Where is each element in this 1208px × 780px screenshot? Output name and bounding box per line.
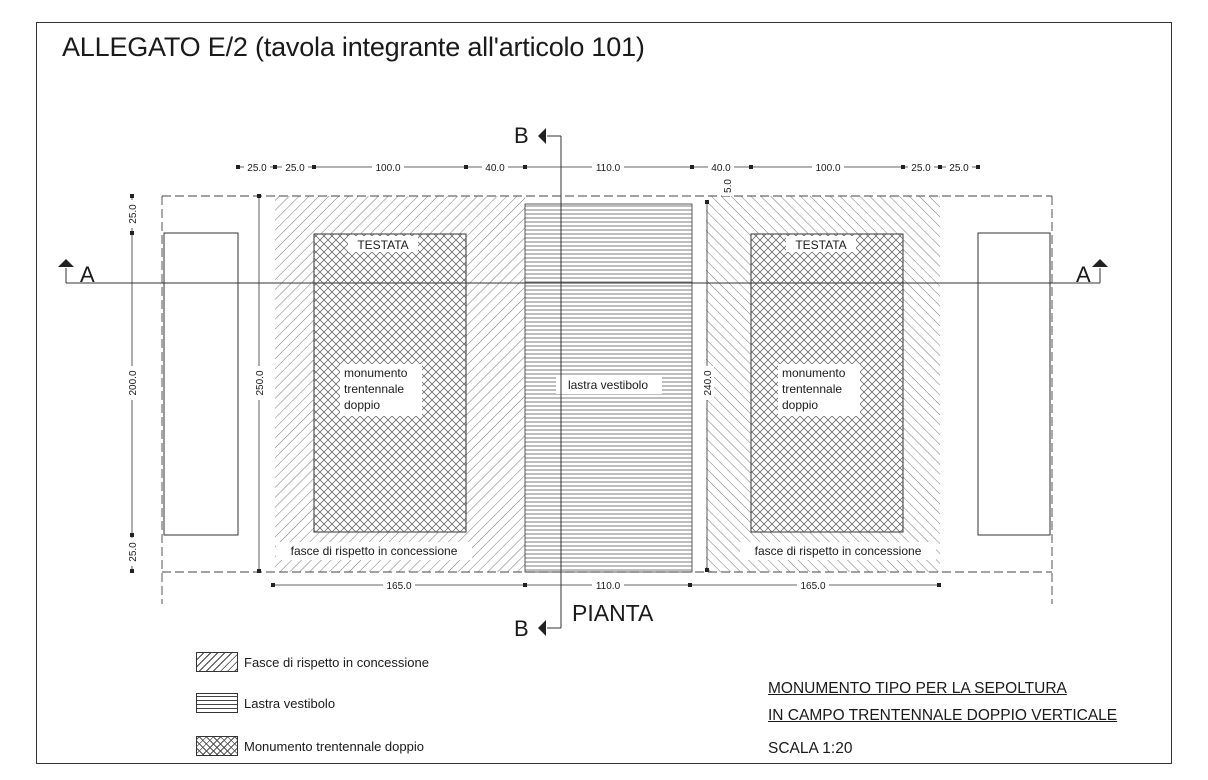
section-mark-b-bottom: B: [514, 616, 529, 641]
scale-label: SCALA 1:20: [768, 740, 853, 757]
arrow-b-top-icon: [538, 128, 546, 144]
monument-left-line-1: monumento: [344, 366, 408, 380]
arrow-a-right-icon: [1092, 259, 1108, 267]
height-dim-left: 250.0: [255, 370, 266, 396]
bottom-dim-3: 165.0: [800, 581, 826, 592]
monument-left-line-3: doppio: [344, 398, 381, 412]
top-dim-3: 100.0: [375, 163, 401, 174]
testata-left-label: TESTATA: [357, 238, 409, 252]
monument-right-line-1: monumento: [782, 366, 846, 380]
legend-item-bands: [196, 651, 429, 673]
band-left-label: fasce di rispetto in concessione: [290, 544, 458, 558]
height-dim-right: 240.0: [703, 370, 714, 396]
top-dim-4: 40.0: [485, 163, 505, 174]
left-dim-1: 25.0: [128, 204, 139, 224]
top-dim-7: 100.0: [815, 163, 841, 174]
top-dim-5: 110.0: [595, 163, 621, 174]
legend-label-vestibule: Lastra vestibolo: [244, 695, 336, 711]
caption-line-1: MONUMENTO TIPO PER LA SEPOLTURA: [768, 680, 1067, 697]
top-dim-6: 40.0: [711, 163, 731, 174]
arrow-b-bottom-icon: [538, 620, 546, 636]
section-mark-a-right: A: [1076, 262, 1091, 287]
legend-swatch-crosshatch: [196, 736, 238, 756]
legend-label-bands: Fasce di rispetto in concessione: [244, 654, 429, 670]
small-dim: 5.0: [723, 179, 734, 193]
arrow-a-left-icon: [58, 259, 74, 267]
bottom-dim-2: 110.0: [595, 581, 621, 592]
legend-item-monument: [196, 735, 424, 757]
plan-label: PIANTA: [572, 600, 654, 626]
legend-swatch-horizontal: [196, 693, 238, 713]
band-right-label: fasce di rispetto in concessione: [754, 544, 922, 558]
left-side-rectangle: [164, 233, 238, 535]
drawing-title: ALLEGATO E/2 (tavola integrante all'articolo 101): [62, 32, 645, 62]
left-dim-2: 200.0: [128, 370, 139, 396]
right-side-rectangle: [978, 233, 1050, 535]
legend-item-vestibule: [196, 692, 335, 714]
section-mark-a-left: A: [80, 262, 95, 287]
top-dim-1: 25.0: [247, 163, 267, 174]
legend-swatch-diagonal: [196, 652, 238, 672]
top-dim-8: 25.0: [911, 163, 931, 174]
legend-label-monument: Monumento trentennale doppio: [244, 738, 424, 754]
testata-right-label: TESTATA: [795, 238, 847, 252]
left-dim-3: 25.0: [128, 542, 139, 562]
vestibule-label: lastra vestibolo: [567, 378, 649, 392]
monument-right-line-2: trentennale: [782, 382, 843, 396]
top-dim-9: 25.0: [949, 163, 969, 174]
top-dim-2: 25.0: [285, 163, 305, 174]
section-mark-b-top: B: [514, 123, 529, 148]
caption-line-2: IN CAMPO TRENTENNALE DOPPIO VERTICALE: [768, 707, 1118, 724]
monument-left-line-2: trentennale: [344, 382, 405, 396]
monument-right-line-3: doppio: [782, 398, 819, 412]
bottom-dim-1: 165.0: [386, 581, 412, 592]
